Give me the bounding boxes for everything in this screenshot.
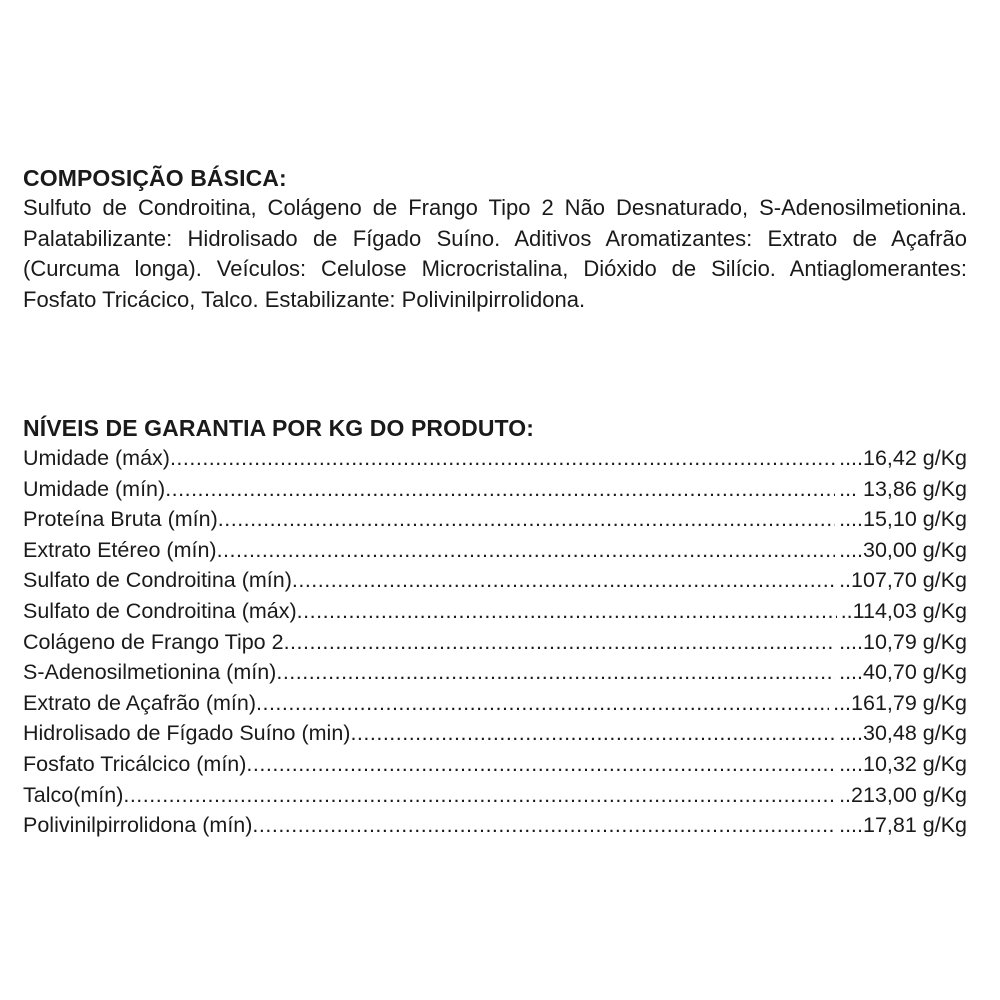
guarantee-label: S-Adenosilmetionina (mín) <box>23 660 277 685</box>
guarantee-value: ..114,03 g/Kg <box>840 598 967 623</box>
dot-leader <box>252 810 835 841</box>
guarantee-label: Hidrolisado de Fígado Suíno (min) <box>23 721 351 746</box>
guarantee-row <box>23 535 967 566</box>
dot-leader <box>284 627 836 658</box>
guarantee-label: Colágeno de Frango Tipo 2 <box>23 629 284 654</box>
dot-leader <box>297 596 837 627</box>
guarantee-value: ..107,70 g/Kg <box>839 568 967 593</box>
composition-heading: COMPOSIÇÃO BÁSICA: <box>23 165 287 191</box>
guarantee-row <box>23 474 967 505</box>
guarantee-value: ...161,79 g/Kg <box>833 690 967 715</box>
guarantee-value: ....30,48 g/Kg <box>839 721 967 746</box>
guarantee-value: ..213,00 g/Kg <box>839 782 967 807</box>
composition-section <box>23 163 967 315</box>
dot-leader <box>123 780 835 811</box>
guarantee-value: ... 13,86 g/Kg <box>839 476 967 501</box>
guarantee-label: Talco(mín) <box>23 782 124 807</box>
guarantee-table <box>23 443 967 841</box>
guarantee-levels-section <box>23 413 967 841</box>
guarantee-row <box>23 596 967 627</box>
guarantee-label: Sulfato de Condroitina (máx) <box>23 598 297 623</box>
guarantee-value: ....30,00 g/Kg <box>839 537 967 562</box>
guarantee-value: ....15,10 g/Kg <box>839 507 967 532</box>
dot-leader <box>292 565 835 596</box>
guarantee-row <box>23 810 967 841</box>
dot-leader <box>276 657 835 688</box>
composition-text: Sulfuto de Condroitina, Colágeno de Frango Tipo 2 Não Desnaturado, S-Adenosilmetionina. Palatabilizante: Hidrolisado de Fígado Suíno. Aditivos Aromatizantes: Extrato de Açafrão (Curcuma longa). Veículos: Celulose Microcristalina, Dióxido de Silício. Antiaglomerantes: Fosfato Tricácico, Talco. Estabilizante: Polivinilpirrolidona. <box>23 195 967 312</box>
guarantee-row <box>23 504 967 535</box>
guarantee-label: Fosfato Tricálcico (mín) <box>23 751 247 776</box>
dot-leader <box>246 749 835 780</box>
guarantee-row <box>23 749 967 780</box>
guarantee-row <box>23 780 967 811</box>
guarantee-value: ....40,70 g/Kg <box>839 660 967 685</box>
guarantee-value: ....17,81 g/Kg <box>839 813 967 838</box>
guarantee-label: Proteína Bruta (mín) <box>23 507 218 532</box>
guarantee-label: Extrato Etéreo (mín) <box>23 537 217 562</box>
guarantee-label: Umidade (máx) <box>23 446 170 470</box>
guarantee-value: ....10,79 g/Kg <box>839 629 967 654</box>
guarantee-row <box>23 688 967 719</box>
dot-leader <box>256 688 829 719</box>
guarantee-label: Umidade (mín) <box>23 476 166 501</box>
dot-leader <box>218 504 835 535</box>
dot-leader <box>350 718 835 749</box>
guarantee-label: Sulfato de Condroitina (mín) <box>23 568 292 593</box>
guarantee-row <box>23 627 967 658</box>
guarantee-row <box>23 718 967 749</box>
dot-leader <box>217 535 836 566</box>
guarantee-label: Extrato de Açafrão (mín) <box>23 690 257 715</box>
guarantee-value: ....16,42 g/Kg <box>839 446 967 470</box>
guarantee-row <box>23 657 967 688</box>
guarantee-heading: NÍVEIS DE GARANTIA POR KG DO PRODUTO: <box>23 415 535 441</box>
guarantee-row <box>23 565 967 596</box>
guarantee-row <box>23 443 967 474</box>
dot-leader <box>170 443 835 474</box>
dot-leader <box>165 474 835 505</box>
guarantee-label: Polivinilpirrolidona (mín) <box>23 813 253 838</box>
guarantee-value: ....10,32 g/Kg <box>839 751 967 776</box>
